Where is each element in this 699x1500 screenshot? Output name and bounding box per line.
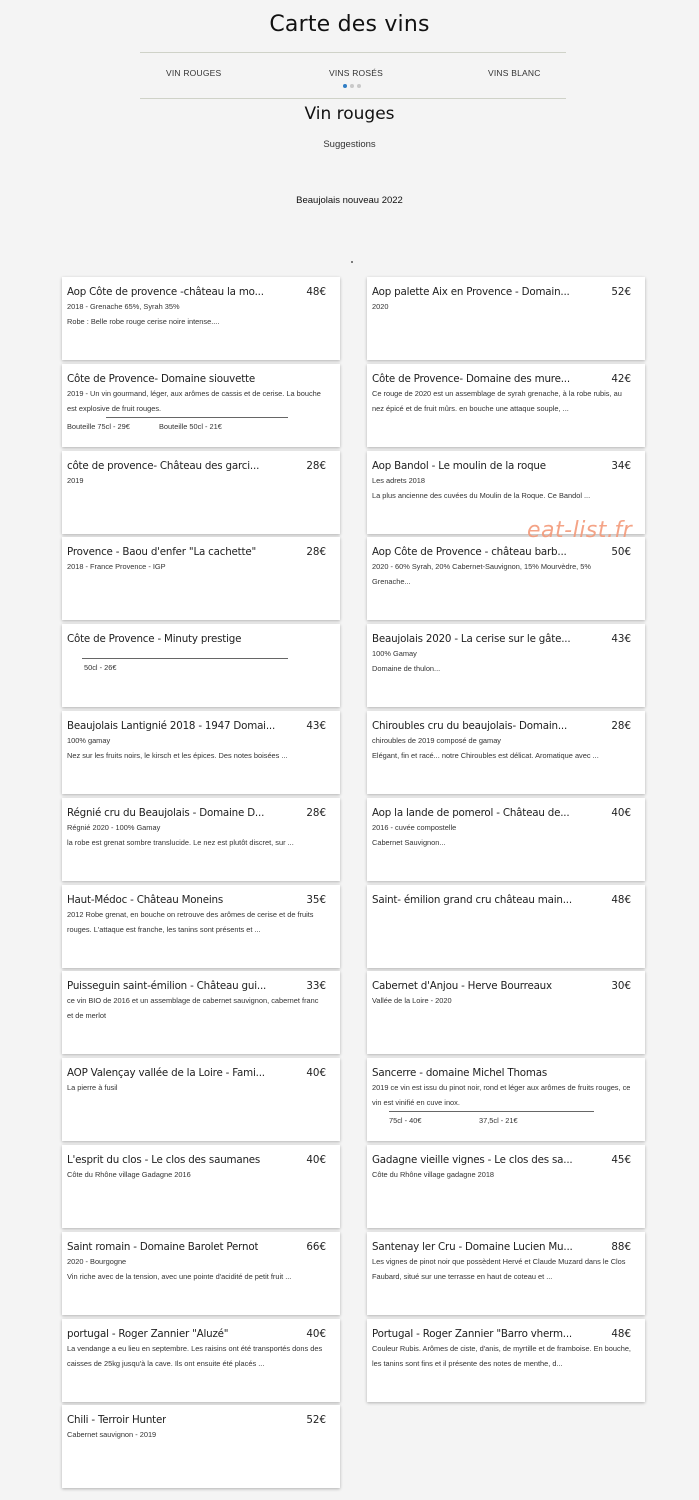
pagination-dot-active[interactable] <box>343 84 347 88</box>
wine-card[interactable] <box>367 364 645 447</box>
wine-description: La plus ancienne des cuvées du Moulin de la Roque. Ce Bandol ... <box>372 490 591 500</box>
wine-description: 2012 Robe grenat, en bouche on retrouve des arômes de cerise et de fruits rouges. L'attaque est franche, les tanins sont présents et ... <box>67 910 314 934</box>
wine-name: Côte de Provence - Minuty prestige <box>67 633 242 645</box>
wine-price: 40€ <box>306 1067 326 1079</box>
section-title: Vin rouges <box>304 104 395 124</box>
wine-name: Provence - Baou d'enfer "La cachette" <box>67 546 257 558</box>
wine-price: 28€ <box>306 807 326 819</box>
wine-name: Portugal - Roger Zannier "Barro vherm... <box>372 1328 572 1340</box>
wine-price: 66€ <box>306 1241 326 1253</box>
wine-card[interactable] <box>62 971 340 1054</box>
wine-subtitle: Côte du Rhône village gadagne 2018 <box>372 1170 495 1179</box>
wine-subtitle: 100% gamay <box>67 736 111 745</box>
wine-card[interactable] <box>62 885 340 968</box>
wine-description: Robe : Belle robe rouge cerise noire intense.... <box>67 316 220 326</box>
wine-card[interactable] <box>62 1319 340 1402</box>
wine-price: 40€ <box>611 807 631 819</box>
wine-card[interactable] <box>367 1058 645 1141</box>
wine-card[interactable] <box>62 451 340 534</box>
wine-price: 42€ <box>611 373 631 385</box>
wine-description: 2019 ce vin est issu du pinot noir, rond et léger aux arômes de fruits rouges, ce vin est vinifié en cuve inox. <box>372 1083 631 1107</box>
wine-subtitle: 2020 <box>372 302 389 311</box>
wine-card[interactable] <box>62 1058 340 1141</box>
wine-card[interactable] <box>62 1405 340 1488</box>
wine-card[interactable] <box>62 798 340 881</box>
wine-name: Chiroubles cru du beaujolais- Domain... <box>372 720 568 732</box>
wine-card[interactable] <box>367 277 645 360</box>
wine-price: 40€ <box>306 1154 326 1166</box>
wine-name: Côte de Provence- Domaine des mure... <box>372 373 570 385</box>
wine-subtitle: chiroubles de 2019 composé de gamay <box>372 736 502 745</box>
wine-card[interactable] <box>367 1232 645 1315</box>
wine-card[interactable] <box>367 1319 645 1402</box>
wine-price: 43€ <box>306 720 326 732</box>
wine-price: 28€ <box>306 546 326 558</box>
wine-description: Elégant, fin et racé... notre Chiroubles est délicat. Aromatique avec ... <box>372 750 599 760</box>
section-subtitle: Suggestions <box>323 139 376 150</box>
watermark: eat-list.fr <box>527 518 633 543</box>
wine-price: 52€ <box>306 1414 326 1426</box>
wine-description: Couleur Rubis. Arômes de ciste, d'anis, de myrtille et de framboise. En bouche, les tanins sont fins et il présente des notes de menthe, d... <box>372 1344 631 1368</box>
pagination-dot[interactable] <box>357 84 361 88</box>
wine-description: Les vignes de pinot noir que possèdent Hervé et Claude Muzard dans le Clos Faubard, situé sur une terrasse en haut de coteau et ... <box>372 1257 626 1281</box>
tab-vin-rouges[interactable]: VIN ROUGES <box>166 68 222 78</box>
wine-card[interactable] <box>367 1145 645 1228</box>
wine-name: Aop palette Aix en Provence - Domain... <box>372 286 570 298</box>
wine-description: Nez sur les fruits noirs, le kirsch et les épices. Des notes boisées ... <box>67 750 288 760</box>
wine-name: Beaujolais 2020 - La cerise sur le gâte... <box>372 633 571 645</box>
wine-price: 50€ <box>611 546 631 558</box>
wine-name: Saint- émilion grand cru château main... <box>372 894 572 906</box>
wine-name: AOP Valençay vallée de la Loire - Fami... <box>67 1067 265 1079</box>
wine-description: Ce rouge de 2020 est un assemblage de syrah grenache, à la robe rubis, au nez épicé et de fruit mûrs. en bouche une attaque souple, ... <box>372 389 622 413</box>
size-price: Bouteille 50cl - 21€ <box>159 422 222 431</box>
wine-card[interactable] <box>62 277 340 360</box>
category-tabs <box>140 60 566 86</box>
pagination-dot[interactable] <box>350 84 354 88</box>
wine-description: Cabernet Sauvignon... <box>372 837 446 847</box>
wine-card[interactable] <box>367 624 645 707</box>
wine-name: Aop Bandol - Le moulin de la roque <box>372 460 546 472</box>
wine-subtitle: Les adrets 2018 <box>372 476 426 485</box>
featured-label: Beaujolais nouveau 2022 <box>296 195 403 206</box>
size-divider <box>389 1111 594 1112</box>
wine-subtitle: La pierre à fusil <box>67 1083 118 1092</box>
size-price: 50cl - 26€ <box>84 663 117 672</box>
wine-subtitle: 2020 - Bourgogne <box>67 1257 127 1266</box>
size-price: 75cl - 40€ <box>389 1116 422 1125</box>
wine-subtitle: 2018 - France Provence - IGP <box>67 562 166 571</box>
wine-name: Aop la lande de pomerol - Château de... <box>372 807 570 819</box>
wine-card[interactable] <box>62 537 340 620</box>
divider-top <box>140 52 566 53</box>
wine-subtitle: Côte du Rhône village Gadagne 2016 <box>67 1170 191 1179</box>
wine-card[interactable] <box>367 971 645 1054</box>
wine-subtitle: 100% Gamay <box>372 649 417 658</box>
wine-name: Cabernet d'Anjou - Herve Bourreaux <box>372 980 552 992</box>
wine-name: côte de provence- Château des garci... <box>67 460 260 472</box>
wine-subtitle: 2019 <box>67 476 84 485</box>
page-title: Carte des vins <box>269 12 430 37</box>
wine-subtitle: 2018 - Grenache 65%, Syrah 35% <box>67 302 180 311</box>
wine-price: 88€ <box>611 1241 631 1253</box>
wine-name: Haut-Médoc - Château Moneins <box>67 894 224 906</box>
wine-name: Côte de Provence- Domaine siouvette <box>67 373 256 385</box>
wine-subtitle: 2016 - cuvée compostelle <box>372 823 457 832</box>
wine-price: 28€ <box>611 720 631 732</box>
wine-price: 30€ <box>611 980 631 992</box>
size-price: Bouteille 75cl - 29€ <box>67 422 130 431</box>
wine-name: Gadagne vieille vignes - Le clos des sa... <box>372 1154 573 1166</box>
wine-name: Chili - Terroir Hunter <box>67 1414 167 1426</box>
wine-price: 45€ <box>611 1154 631 1166</box>
wine-price: 48€ <box>611 894 631 906</box>
wine-card[interactable] <box>62 1145 340 1228</box>
wine-subtitle: Cabernet sauvignon - 2019 <box>67 1430 157 1439</box>
wine-price: 34€ <box>611 460 631 472</box>
size-divider <box>106 417 288 418</box>
wine-price: 48€ <box>306 286 326 298</box>
wine-card[interactable] <box>367 798 645 881</box>
wine-description: Vin riche avec de la tension, avec une pointe d'acidité de petit fruit ... <box>67 1271 292 1281</box>
wine-card[interactable] <box>367 885 645 968</box>
tab-vins-blanc[interactable]: VINS BLANC <box>488 68 541 78</box>
wine-name: portugal - Roger Zannier "Aluzé" <box>67 1328 229 1340</box>
wine-subtitle: Régnié 2020 - 100% Gamay <box>67 823 161 832</box>
wine-name: L'esprit du clos - Le clos des saumanes <box>67 1154 261 1166</box>
wine-name: Aop Côte de provence -château la mo... <box>67 286 264 298</box>
wine-card[interactable] <box>367 537 645 620</box>
wine-description: 2019 - Un vin gourmand, léger, aux arômes de cassis et de cerise. La bouche est explosive de fruit rouges. <box>67 389 321 413</box>
wine-description: Domaine de thulon... <box>372 663 441 673</box>
wine-description: la robe est grenat sombre translucide. Le nez est plutôt discret, sur ... <box>67 837 294 847</box>
wine-name: Aop Côte de Provence - château barb... <box>372 546 567 558</box>
wine-name: Beaujolais Lantignié 2018 - 1947 Domai... <box>67 720 276 732</box>
wine-name: Régnié cru du Beaujolais - Domaine D... <box>67 807 265 819</box>
separator-dot <box>351 261 353 263</box>
wine-card[interactable] <box>367 711 645 794</box>
wine-description: 2020 - 60% Syrah, 20% Cabernet-Sauvignon, 15% Mourvèdre, 5% Grenache... <box>372 562 591 586</box>
wine-price: 40€ <box>306 1328 326 1340</box>
wine-card[interactable] <box>62 711 340 794</box>
wine-name: Sancerre - domaine Michel Thomas <box>372 1067 548 1079</box>
wine-price: 48€ <box>611 1328 631 1340</box>
tab-pagination-dots <box>343 84 364 90</box>
divider-bottom <box>140 98 566 99</box>
size-divider <box>82 658 288 659</box>
wine-description: La vendange a eu lieu en septembre. Les raisins ont été transportés dons des caisses de 25kg jusqu'à la cave. Ils ont ensuite été placés ... <box>67 1344 323 1368</box>
wine-price: 52€ <box>611 286 631 298</box>
wine-card[interactable] <box>62 624 340 707</box>
wine-name: Santenay ler Cru - Domaine Lucien Mu... <box>372 1241 573 1253</box>
tab-vins-roses[interactable]: VINS ROSÉS <box>329 68 383 78</box>
wine-price: 33€ <box>306 980 326 992</box>
wine-price: 43€ <box>611 633 631 645</box>
wine-name: Saint romain - Domaine Barolet Pernot <box>67 1241 259 1253</box>
wine-card[interactable] <box>62 1232 340 1315</box>
wine-price: 28€ <box>306 460 326 472</box>
wine-price: 35€ <box>306 894 326 906</box>
size-price: 37,5cl - 21€ <box>479 1116 518 1125</box>
wine-description: ce vin BIO de 2016 et un assemblage de cabernet sauvignon, cabernet franc et de merlot <box>67 996 319 1020</box>
wine-name: Puisseguin saint-émilion - Château gui... <box>67 980 267 992</box>
wine-card[interactable] <box>62 364 340 447</box>
wine-subtitle: Vallée de la Loire - 2020 <box>372 996 452 1005</box>
